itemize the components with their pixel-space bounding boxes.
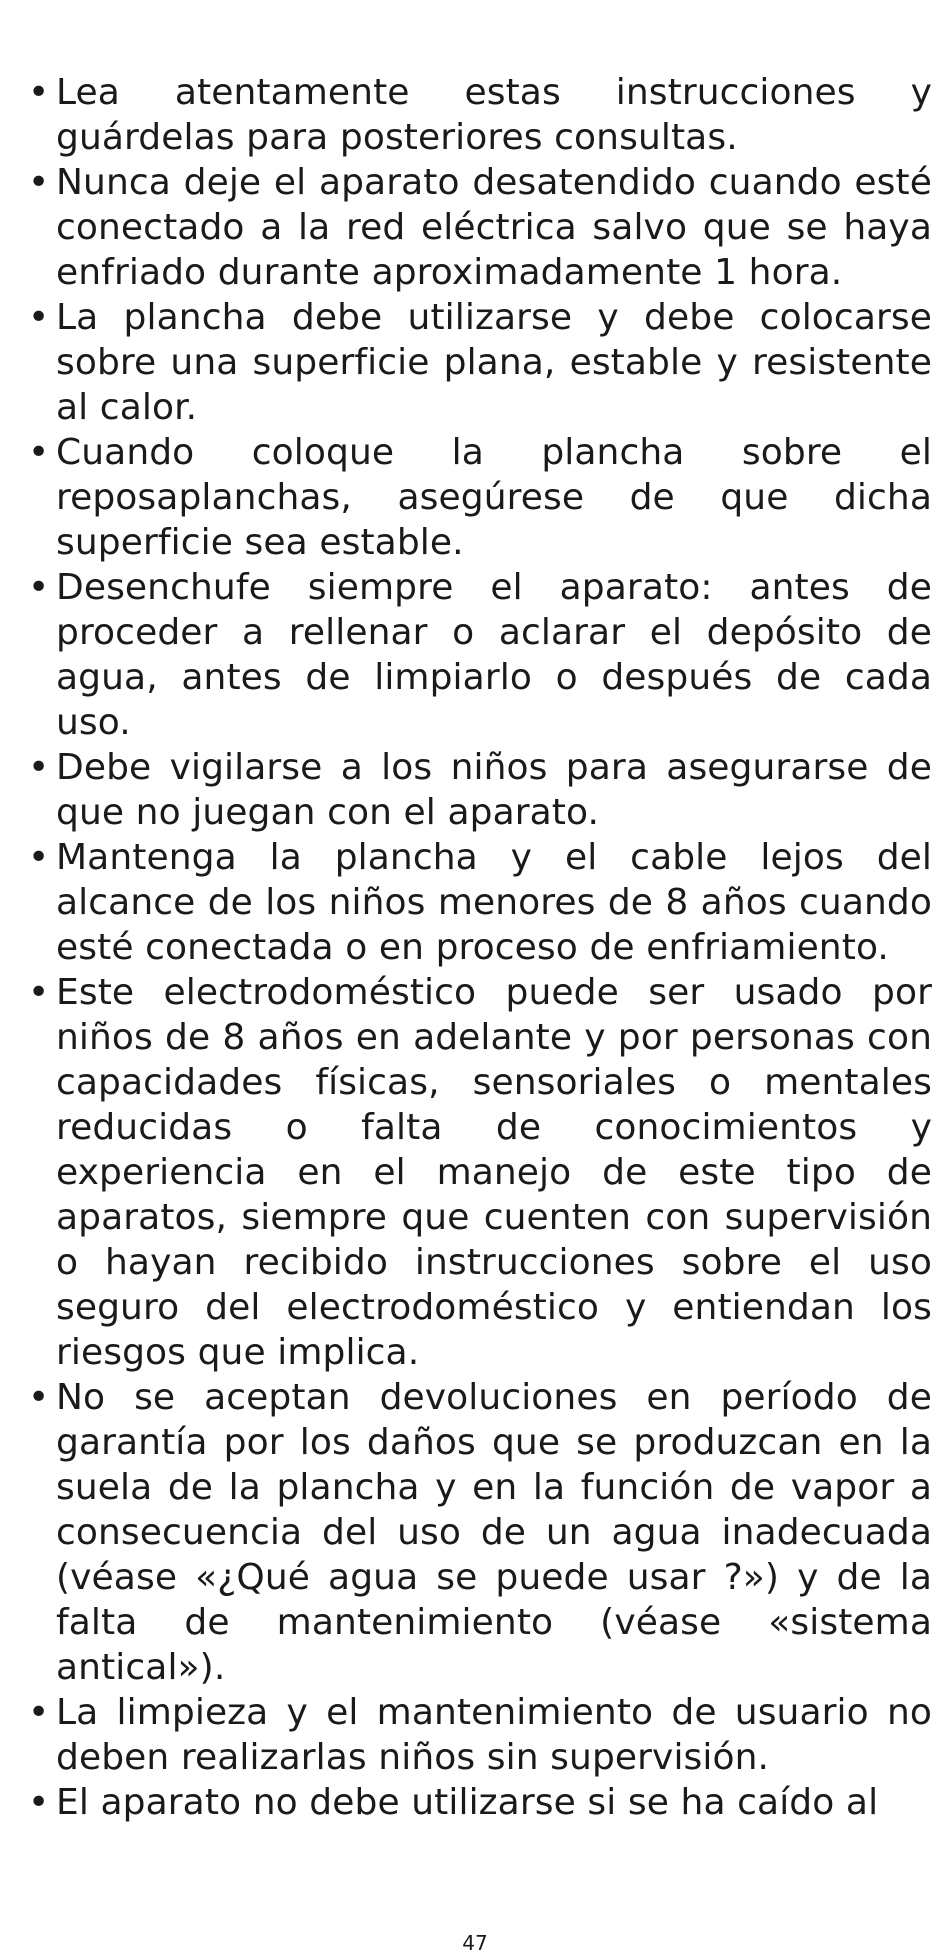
list-item-text: Debe vigilarse a los niños para asegurarse de que no juegan con el aparato. [56,747,932,833]
bullet-icon: • [28,567,50,608]
list-item [28,1780,932,1825]
bullet-icon: • [28,72,50,113]
list-item-text: Este electrodoméstico puede ser usado por niños de 8 años en adelante y por personas con capacidades físicas, sensoriales o mentales reducidas o falta de conocimientos y experiencia en el manejo de este tipo de aparatos, siempre que cuenten con supervisión o hayan recibido instrucciones sobre el uso seguro del electrodoméstico y entiendan los riesgos que implica. [56,972,932,1373]
bullet-icon: • [28,432,50,473]
bullet-icon: • [28,297,50,338]
bullet-icon: • [28,1782,50,1823]
list-item [28,1690,932,1780]
list-item-text: La limpieza y el mantenimiento de usuario no deben realizarlas niños sin supervisión. [56,1692,932,1778]
list-item-text: Lea atentamente estas instrucciones y guárdelas para posteriores consultas. [56,72,932,158]
bullet-icon: • [28,1377,50,1418]
list-item [28,295,932,430]
list-item [28,1375,932,1690]
list-item-text: Desenchufe siempre el aparato: antes de proceder a rellenar o aclarar el depósito de agua, antes de limpiarlo o después de cada uso. [56,567,932,743]
list-item [28,70,932,160]
bullet-icon: • [28,1692,50,1733]
list-item-text: No se aceptan devoluciones en período de garantía por los daños que se produzcan en la suela de la plancha y en la función de vapor a consecuencia del uso de un agua inadecuada (véase «¿Qué agua se puede usar ?») y de la falta de mantenimiento (véase «sistema antical»). [56,1377,932,1688]
list-item [28,160,932,295]
list-item [28,835,932,970]
list-item [28,745,932,835]
page-number: 47 [462,1931,488,1955]
list-item-text: Nunca deje el aparato desatendido cuando esté conectado a la red eléctrica salvo que se haya enfriado durante aproximadamente 1 hora. [56,162,932,293]
bullet-icon: • [28,747,50,788]
bullet-icon: • [28,972,50,1013]
list-item [28,970,932,1375]
list-item-text: La plancha debe utilizarse y debe colocarse sobre una superficie plana, estable y resistente al calor. [56,297,932,428]
list-item [28,565,932,745]
safety-instructions-list [28,70,932,1825]
bullet-icon: • [28,162,50,203]
list-item-text: Mantenga la plancha y el cable lejos del alcance de los niños menores de 8 años cuando esté conectada o en proceso de enfriamiento. [56,837,932,968]
list-item-text: El aparato no debe utilizarse si se ha caído al [56,1782,879,1823]
list-item-text: Cuando coloque la plancha sobre el reposaplanchas, asegúrese de que dicha superficie sea estable. [56,432,932,563]
bullet-icon: • [28,837,50,878]
list-item [28,430,932,565]
